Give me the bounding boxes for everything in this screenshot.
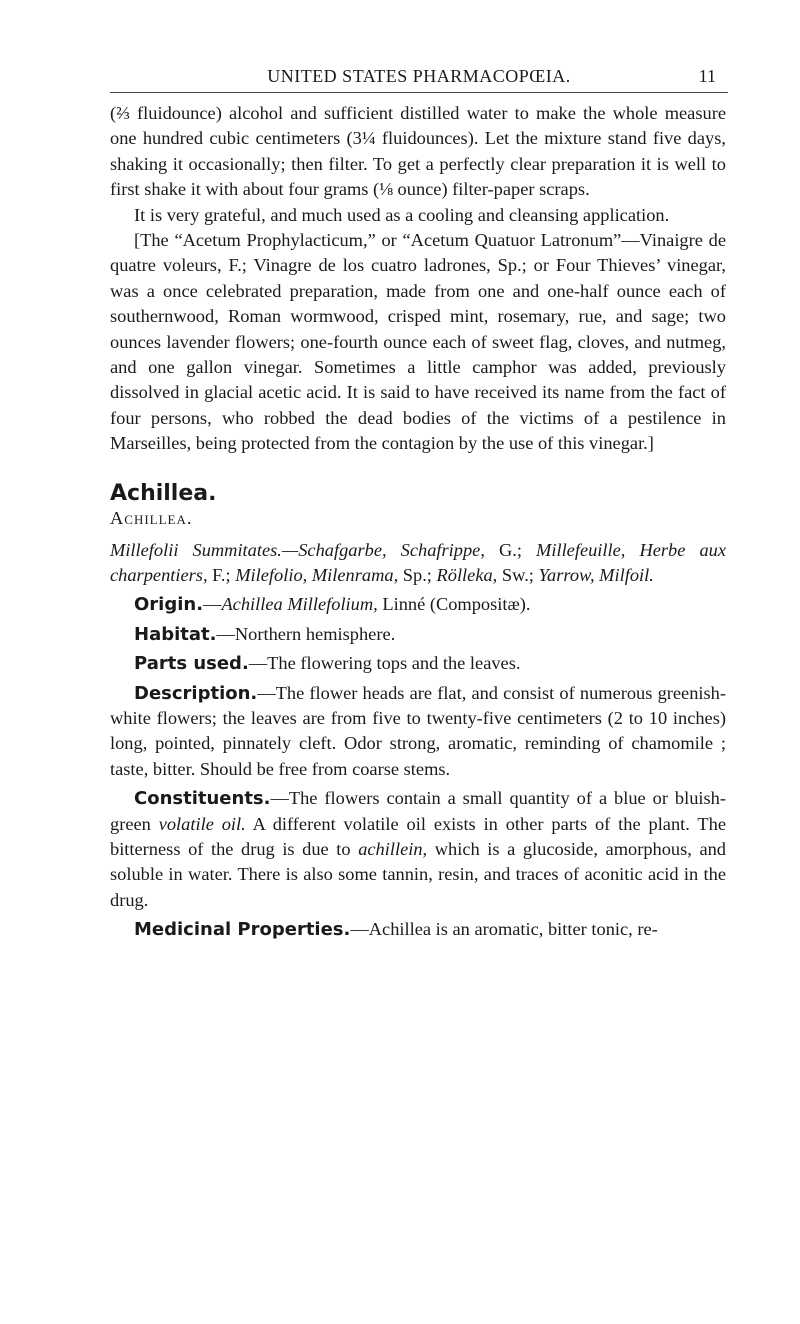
constituents-text-3: which is a glucoside, amorphous, and soluble in water. There is also some tannin, resin, and traces of aconitic acid in the drug. xyxy=(110,838,726,910)
medicinal-section: Medicinal Properties.—Achillea is an aromatic, bitter tonic, re- xyxy=(134,919,658,941)
description-section: Description.—The flower heads are flat, and consist of numerous greenish-white flowers; the leaves are from five to twenty-five centimeters (2 to 10 inches) long, pointed, pinnately cleft. Odor strong, aromatic, reminding of chamomile ; taste, bitter. Should be free from coarse stems. xyxy=(110,682,726,779)
header-rule xyxy=(110,92,728,93)
volatile-oil-term: volatile oil. xyxy=(158,813,246,834)
habitat-text: Northern hemisphere. xyxy=(234,623,396,644)
habitat-section: Habitat.—Northern hemisphere. xyxy=(134,623,396,645)
medicinal-text: Achillea is an aromatic, bitter tonic, re- xyxy=(368,919,658,940)
origin-heading: Origin. xyxy=(134,594,204,616)
constituents-text-1: The flowers contain a small quantity of a blue or bluish-green xyxy=(110,788,726,834)
synonym-french: Millefeuille, Herbe aux charpentiers, xyxy=(110,539,727,585)
article-subtitle: Achillea. xyxy=(110,508,193,529)
lang-sp: Sp.; xyxy=(398,564,437,585)
synonyms xyxy=(110,538,726,589)
page-number: 11 xyxy=(698,66,716,86)
lang-f: F.; xyxy=(207,564,236,585)
constituents-heading: Constituents. xyxy=(134,788,271,810)
origin-section: Origin.—Achillea Millefolium, Linné (Compositæ). xyxy=(134,594,531,616)
description-text: The flower heads are flat, and consist of numerous greenish-white flowers; the leaves are from five to twenty-five centimeters (2 to 10 inches) long, pointed, pinnately cleft. Odor strong, aromatic, reminding of chamomile ; taste, bitter. Should be free from coarse stems. xyxy=(110,682,726,779)
synonym-german: Millefolii Summitates.—Schafgarbe, Schafrippe, xyxy=(110,539,485,560)
parts-used-text: The flowering tops and the leaves. xyxy=(267,653,521,674)
habitat-heading: Habitat. xyxy=(134,623,217,645)
medicinal-heading: Medicinal Properties. xyxy=(134,919,351,941)
synonym-spanish: Milefolio, Milenrama, xyxy=(235,564,399,585)
running-title: UNITED STATES PHARMACOPŒIA. xyxy=(267,66,571,86)
origin-species: Achillea Millefolium, xyxy=(221,594,378,615)
synonym-english: Yarrow, Milfoil. xyxy=(538,564,654,585)
article-title: Achillea. xyxy=(110,480,217,506)
parts-used-section: Parts used.—The flowering tops and the leaves. xyxy=(134,653,521,675)
body-text xyxy=(110,101,726,943)
intro-paragraph-2: It is very grateful, and much used as a cooling and cleansing application. xyxy=(134,204,670,225)
intro-paragraph-3: [The “Acetum Prophylacticum,” or “Acetum Quatuor Latronum”—Vinaigre de quatre voleurs, F.; Vinagre de los cuatro ladrones, Sp.; or Four Thieves’ vinegar, was a once celebrated preparation, made from one and one-half ounce each of southernwood, Roman wormwood, crisped mint, rosemary, rue, and sage; two ounces lavender flowers; one-fourth ounce each of sweet flag, cloves, and nutmeg, and one gallon vinegar. Sometimes a little camphor was added, previously dissolved in glacial acetic acid. It is said to have received its name from the fact of four persons, who robbed the dead bodies of the victims of a pestilence in Marseilles, being protected from the contagion by the use of this vinegar.] xyxy=(110,230,726,454)
constituents-text-2: A different volatile oil exists in other parts of the plant. The bitterness of the drug is due to xyxy=(110,813,726,859)
lang-sw: Sw.; xyxy=(497,564,539,585)
lang-g: G.; xyxy=(484,539,537,560)
achillein-term: achillein, xyxy=(358,838,428,859)
intro-paragraph-1: (⅔ fluidounce) alcohol and sufficient distilled water to make the whole measure one hundred cubic centimeters (3¼ fluidounces). Let the mixture stand five days, shaking it occasionally; then filter. To get a perfectly clear preparation it is well to first shake it with about four grams (⅛ ounce) filter-paper scraps. xyxy=(110,103,726,200)
constituents-section: Constituents.—The flowers contain a small quantity of a blue or bluish-green volatile oil. A different volatile oil exists in other parts of the plant. The bitterness of the drug is due to achillein, which is a glucoside, amorphous, and soluble in water. There is also some tannin, resin, and traces of aconitic acid in the drug. xyxy=(110,788,726,910)
synonym-swedish: Rölleka, xyxy=(436,564,498,585)
parts-used-heading: Parts used. xyxy=(134,653,249,675)
description-heading: Description. xyxy=(134,682,258,704)
origin-text: Linné (Compositæ). xyxy=(377,594,531,615)
